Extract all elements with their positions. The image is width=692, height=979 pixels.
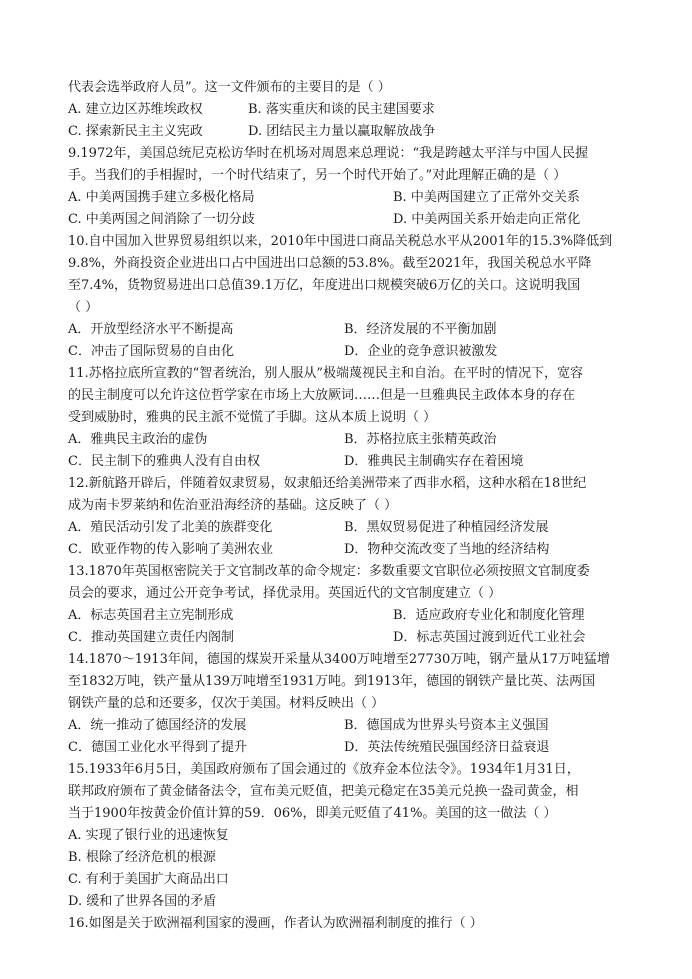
q12-option-a[interactable]: A．殖民活动引发了北美的族群变化 [68, 520, 273, 535]
q10-option-b[interactable]: B．经济发展的不平衡加剧 [344, 322, 497, 337]
q9-option-c[interactable]: C. 中美两国之间消除了一切分歧 [68, 212, 255, 227]
q10-options-row-2 [68, 341, 628, 363]
q9-options-row-1 [68, 187, 628, 209]
q11-option-c[interactable]: C．民主制下的雅典人没有自由权 [68, 454, 260, 469]
q14-options-row-1 [68, 715, 628, 737]
q13-options-row-1 [68, 605, 628, 627]
q14-option-a[interactable]: A．统一推动了德国经济的发展 [68, 718, 247, 733]
q8-option-a[interactable]: A. 建立边区苏维埃政权 [68, 102, 203, 117]
q11-options-row-1 [68, 429, 628, 451]
q11-option-b[interactable]: B．苏格拉底主张精英政治 [344, 432, 497, 447]
q9-option-d[interactable]: D. 中美两国关系开始走向正常化 [393, 212, 581, 227]
q10-stem-line-3: 至7.4%，货物贸易进出口总值39.1万亿，年度进出口规模突破6万亿的关口。这说明我国 [68, 278, 581, 293]
q10-stem-line-2: 9.8%，外商投资企业进出口占中国进出口总额的53.8%。截至2021年，我国关税总水平降 [68, 256, 592, 271]
q11-stem-line-2: 的民主制度可以允许这位哲学家在市场上大放厥词……但是一旦雅典民主政体本身的存在 [68, 388, 576, 403]
q10-stem-line-1: 10.自中国加入世界贸易组织以来，2010年中国进口商品关税总水平从2001年的15.3%降低到 [68, 234, 613, 249]
q13-option-c[interactable]: C．推动英国建立责任内阁制 [68, 630, 234, 645]
q9-options-row-2 [68, 209, 628, 231]
q11-options-row-2 [68, 451, 628, 473]
q9-stem-line-1: 9.1972年，美国总统尼克松访华时在机场对周恩来总理说：“我是跨越太平洋与中国人民握 [68, 146, 589, 161]
q15-stem-line-3: 当于1900年按黄金价值计算的59．06%，即美元贬值了41%。美国的这一做法（ ） [68, 806, 557, 821]
q10-stem-line-4: （ ） [68, 300, 99, 315]
q10-option-a[interactable]: A．开放型经济水平不断提高 [68, 322, 234, 337]
q12-option-d[interactable]: D．物种交流改变了当地的经济结构 [344, 542, 550, 557]
q15-stem-line-2: 联邦政府颁布了黄金储备法令，宣布美元贬值，把美元稳定在35美元兑换一盎司黄金，相 [68, 784, 579, 799]
q13-options-row-2 [68, 627, 628, 649]
q9-stem-line-2: 手。当我们的手相握时，一个时代结束了，另一个时代开始了。”对此理解正确的是（ ） [68, 168, 567, 183]
q12-option-b[interactable]: B．黑奴贸易促进了种植园经济发展 [344, 520, 549, 535]
q8-options-row-2 [68, 121, 628, 143]
q14-stem-line-2: 至1832万吨，铁产量从139万吨增至1931万吨。到1913年，德国的钢铁产量比英、法两国 [68, 674, 596, 689]
q13-option-d[interactable]: D．标志英国过渡到近代工业社会 [393, 630, 586, 645]
q15-option-b[interactable]: B. 根除了经济危机的根源 [68, 850, 216, 865]
q14-stem-line-3: 钢铁产量的总和还要多，仅次于美国。材料反映出（ ） [68, 696, 385, 711]
q9-option-a[interactable]: A. 中美两国携手建立多极化格局 [68, 190, 255, 205]
q8-option-b[interactable]: B. 落实重庆和谈的民主建国要求 [248, 102, 435, 117]
q14-options-row-2 [68, 737, 628, 759]
q14-option-c[interactable]: C．德国工业化水平得到了提升 [68, 740, 247, 755]
q14-option-b[interactable]: B．德国成为世界头号资本主义强国 [344, 718, 549, 733]
q8-options-row-1 [68, 99, 628, 121]
q10-options-row-1 [68, 319, 628, 341]
q14-stem-line-1: 14.1870～1913年间，德国的煤炭开采量从3400万吨增至27730万吨，钢产量从17万吨猛增 [68, 652, 610, 667]
q13-option-a[interactable]: A．标志英国君主立宪制形成 [68, 608, 234, 623]
q11-option-d[interactable]: D．雅典民主制确实存在着困境 [344, 454, 524, 469]
q10-option-c[interactable]: C．冲击了国际贸易的自由化 [68, 344, 234, 359]
q12-stem-line-1: 12.新航路开辟后，伴随着奴隶贸易，奴隶船还给美洲带来了西非水稻，这种水稻在18世纪 [68, 476, 587, 491]
q8-option-d[interactable]: D. 团结民主力量以赢取解放战争 [248, 124, 436, 139]
q15-option-a[interactable]: A. 实现了银行业的迅速恢复 [68, 828, 229, 843]
q13-stem-line-1: 13.1870年英国枢密院关于文官制改革的命令规定：多数重要文官职位必须按照文官制度委 [68, 564, 590, 579]
q11-option-a[interactable]: A．雅典民主政治的虚伪 [68, 432, 208, 447]
q15-stem-line-1: 15.1933年6月5日，美国政府颁布了国会通过的《放弃金本位法令》。1934年1月31日， [68, 762, 580, 777]
q9-option-b[interactable]: B. 中美两国建立了正常外交关系 [393, 190, 580, 205]
q11-stem-line-3: 受到威胁时，雅典的民主派不觉慌了手脚。这从本质上说明（ ） [68, 410, 437, 425]
q8-option-c[interactable]: C. 探索新民主主义宪政 [68, 124, 203, 139]
q12-options-row-2 [68, 539, 628, 561]
q16-stem-line-1: 16.如图是关于欧洲福利国家的漫画，作者认为欧洲福利制度的推行（ ） [68, 916, 483, 931]
q8-stem: 代表会选举政府人员”。这一文件颁布的主要目的是（ ） [68, 80, 391, 95]
q11-stem-line-1: 11.苏格拉底所宣教的“智者统治，别人服从”极端蔑视民主和自治。在平时的情况下，宽容 [68, 366, 583, 381]
q12-option-c[interactable]: C．欧亚作物的传入影响了美洲农业 [68, 542, 273, 557]
q13-stem-line-2: 员会的要求，通过公开竞争考试，择优录用。英国近代的文官制度建立（ ） [68, 586, 502, 601]
q15-option-c[interactable]: C. 有利于美国扩大商品出口 [68, 872, 229, 887]
q14-option-d[interactable]: D．英法传统殖民强国经济日益衰退 [344, 740, 550, 755]
q10-option-d[interactable]: D．企业的竞争意识被激发 [344, 344, 498, 359]
q15-option-d[interactable]: D. 缓和了世界各国的矛盾 [68, 894, 217, 909]
q13-option-b[interactable]: B．适应政府专业化和制度化管理 [393, 608, 585, 623]
q12-options-row-1 [68, 517, 628, 539]
q12-stem-line-2: 成为南卡罗莱纳和佐治亚沿海经济的基础。这反映了（ ） [68, 498, 398, 513]
